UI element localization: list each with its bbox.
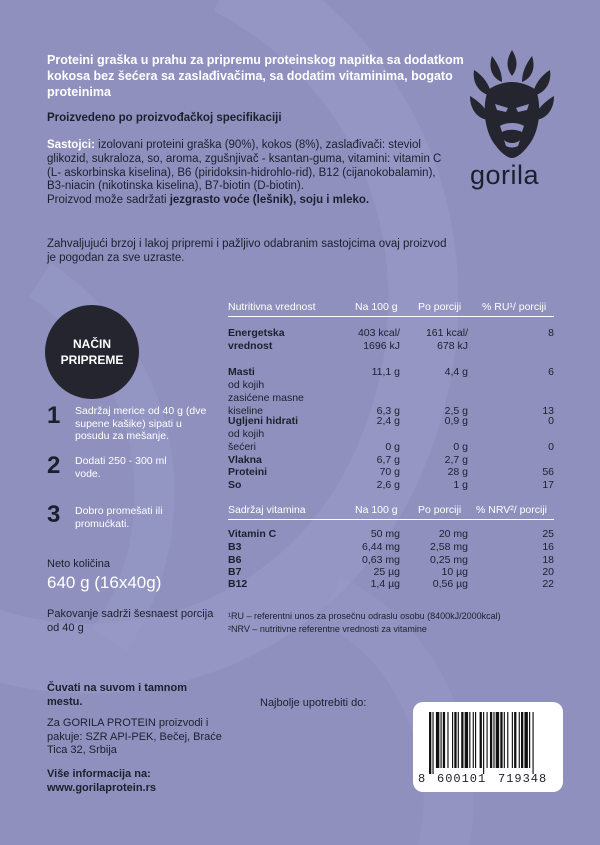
sat-ru: 13 <box>542 405 554 417</box>
carbs-ru: 0 <box>548 415 554 427</box>
nutrition-header-portion: Po porciji <box>418 301 462 313</box>
vitamin-header-portion: Po porciji <box>418 504 462 516</box>
salt-per100: 2,6 g <box>376 479 400 491</box>
barcode-bar <box>454 712 456 768</box>
specification-note: Proizvedeno po proizvođačkoj specifikaciji <box>47 112 282 124</box>
ingredients-text: izolovani proteini graška (90%), kokos (8%), zaslađivači: steviol glikozid, sukraloza, so, aroma, zgušnjivač - ksantan-guma, vitamini: vitamin C (L- askorbinska kiselina), B6 (piridoksin-hidrohlo-rid), B12 (cijanokobalamin), B3-niacin (nikotinska kiselina), B7-biotin (D-biotin). <box>47 139 442 193</box>
energy-name-l2: vrednost <box>228 340 273 352</box>
barcode-digits-left: 600101 <box>437 772 487 786</box>
salt-portion: 1 g <box>453 479 468 491</box>
sat-per100: 6,3 g <box>376 405 400 417</box>
protein-portion: 28 g <box>447 466 468 478</box>
sugars-ru: 0 <box>548 441 554 453</box>
barcode-bar <box>496 712 499 768</box>
sat-sub2: zasićene masne <box>228 392 304 404</box>
vitamin-row-nrv: 20 <box>542 566 554 578</box>
vitamin-row-per100: 1,4 µg <box>370 578 400 590</box>
ingredients-label: Sastojci: <box>47 139 95 151</box>
carbs-portion: 0,9 g <box>444 415 468 427</box>
vitamin-row-name: B6 <box>228 554 242 566</box>
vitamin-row-nrv: 16 <box>542 541 554 553</box>
brand-name: gorila <box>470 160 540 190</box>
preparation-badge <box>45 305 139 399</box>
step-3-number: 3 <box>47 501 61 528</box>
barcode-bar <box>441 712 442 768</box>
sat-sub1: od kojih <box>228 379 265 391</box>
barcode-bar <box>458 712 459 768</box>
more-info-label: Više informacija na: <box>47 768 151 780</box>
vitamin-row-nrv: 22 <box>542 578 554 590</box>
nutrition-header-per100: Na 100 g <box>355 301 398 313</box>
barcode-digit-first: 8 <box>418 772 426 786</box>
package-contents: Pakovanje sadrži šesnaest porcija od 40 g <box>47 608 214 634</box>
vitamin-row-portion: 10 µg <box>441 566 468 578</box>
vitamin-row-portion: 0,56 µg <box>432 578 468 590</box>
fat-name: Masti <box>228 366 255 378</box>
barcode-bar <box>519 712 520 768</box>
barcode-bar <box>524 712 527 768</box>
energy-ru: 8 <box>548 327 554 339</box>
barcode-bar <box>490 712 492 768</box>
nutrition-header-name: Nutritivna vrednost <box>228 301 316 313</box>
suitability-text: Zahvaljujući brzoj i lakoj pripremi i pažljivo odabranim sastojcima ovaj proizvod je pogodan za sve uzraste. <box>47 238 447 264</box>
allergens-text: jezgrasto voće (lešnik), soju i mleko. <box>169 194 370 207</box>
vitamin-row-name: B7 <box>228 566 242 578</box>
barcode-bar <box>521 712 523 768</box>
fiber-portion: 2,7 g <box>444 454 468 466</box>
vitamin-row-name: B12 <box>228 578 248 590</box>
protein-ru: 56 <box>542 466 554 478</box>
sugars-name: šećeri <box>228 441 257 453</box>
barcode-bar <box>493 712 494 768</box>
net-quantity-value: 640 g (16x40g) <box>47 573 162 592</box>
barcode-bar <box>452 712 453 768</box>
barcode-bar <box>473 712 474 768</box>
vitamin-header-name: Sadržaj vitamina <box>228 504 306 516</box>
barcode-digits-right: 719348 <box>498 772 548 786</box>
step-3-text: Dobro promešati ili promućkati. <box>75 505 163 530</box>
barcode-bar <box>429 712 431 774</box>
step-1-text: Sadržaj merice od 40 g (dve supene kašike) sipati u posudu za mešanje. <box>75 405 207 442</box>
sugars-sub1: od kojih <box>228 428 265 440</box>
barcode-bar <box>475 712 476 768</box>
fiber-name: Vlakna <box>228 454 262 466</box>
producer-info: Za GORILA PROTEIN proizvodi i pakuje: SZR API-PEK, Bečej, Braće Tica 32, Srbija <box>47 717 222 756</box>
vitamin-row-nrv: 25 <box>542 528 554 540</box>
vitamin-header-nrv: % NRV²/ porciji <box>476 504 547 516</box>
step-1-number: 1 <box>47 402 61 429</box>
footnote-ru: ¹RU – referentni unos za prosečnu odraslu osobu (8400kJ/2000kcal) <box>228 611 501 621</box>
sat-name: kiseline <box>228 405 264 417</box>
net-quantity-label: Neto količina <box>47 558 110 570</box>
fat-ru: 6 <box>548 366 554 378</box>
vitamin-row-per100: 6,44 mg <box>362 541 400 553</box>
nutrition-header-ru: % RU¹/ porciji <box>482 301 547 313</box>
vitamin-row-portion: 0,25 mg <box>430 554 468 566</box>
vitamin-row-per100: 50 mg <box>370 528 400 540</box>
vitamin-row-per100: 0,63 mg <box>362 554 400 566</box>
product-title: Proteini graška u prahu za pripremu proteinskog napitka sa dodatkom kokosa bez šećera sa zaslađivačima, sa dodatim vitaminima, bogato proteinima <box>47 53 464 99</box>
barcode-bar <box>480 712 482 768</box>
fat-portion: 4,4 g <box>444 366 468 378</box>
energy-portion-l1: 161 kcal/ <box>425 327 468 339</box>
barcode-bar <box>469 712 470 768</box>
energy-portion-l2: 678 kJ <box>437 340 468 352</box>
protein-name: Proteini <box>228 466 268 478</box>
gorilla-head-icon <box>462 46 562 161</box>
barcode-bar <box>483 712 484 774</box>
barcode-bar <box>465 712 468 768</box>
salt-name: So <box>228 479 242 491</box>
ingredients-block <box>47 139 447 208</box>
may-contain-prefix: Proizvod može sadržati <box>47 194 170 207</box>
vitamin-row-portion: 2,58 mg <box>430 541 468 553</box>
sugars-per100: 0 g <box>385 441 400 453</box>
step-2-text: Dodati 250 - 300 ml vode. <box>75 455 167 480</box>
barcode-bar <box>461 712 463 768</box>
energy-per100-l1: 403 kcal/ <box>357 327 400 339</box>
footnote-nrv: ²NRV – nutritivne referentne vrednosti za vitamine <box>228 624 427 634</box>
website-link[interactable]: www.gorilaprotein.rs <box>47 781 156 794</box>
barcode-bar <box>436 712 439 768</box>
preparation-badge-line1: NAČIN <box>73 337 111 351</box>
barcode-bar <box>432 712 433 774</box>
vitamin-row-portion: 20 mg <box>438 528 468 540</box>
preparation-badge-line2: PRIPREME <box>60 353 124 367</box>
fiber-per100: 6,7 g <box>376 454 400 466</box>
carbs-name: Ugljeni hidrati <box>228 415 299 427</box>
barcode-bar <box>500 712 502 768</box>
step-2-number: 2 <box>47 452 61 479</box>
sugars-portion: 0 g <box>453 441 468 453</box>
fat-per100: 11,1 g <box>371 366 400 378</box>
vitamin-row-per100: 25 µg <box>373 566 400 578</box>
sat-portion: 2,5 g <box>444 405 468 417</box>
barcode-bar <box>443 712 445 768</box>
barcode-panel <box>413 702 563 792</box>
barcode-bar <box>507 712 508 768</box>
protein-per100: 70 g <box>379 466 400 478</box>
barcode-bar <box>504 712 505 768</box>
barcode-bar <box>514 712 516 768</box>
energy-per100-l2: 1696 kJ <box>363 340 400 352</box>
vitamin-row-name: B3 <box>228 541 242 553</box>
storage-instructions: Čuvati na suvom i tamnom mestu. <box>47 682 187 708</box>
carbs-per100: 2,4 g <box>376 415 400 427</box>
barcode-bar <box>487 712 488 768</box>
more-info <box>47 768 237 795</box>
barcode-bar <box>529 712 530 768</box>
salt-ru: 17 <box>542 479 554 491</box>
vitamin-header-per100: Na 100 g <box>355 504 398 516</box>
nutrition-header-rule <box>228 316 554 317</box>
barcode-bar <box>447 712 448 768</box>
barcode-bar <box>533 712 534 774</box>
vitamin-row-name: Vitamin C <box>228 528 277 540</box>
vitamin-row-nrv: 18 <box>542 554 554 566</box>
vitamin-header-rule <box>228 519 554 520</box>
best-before-label: Najbolje upotrebiti do: <box>260 697 367 709</box>
energy-name-l1: Energetska <box>228 327 285 339</box>
barcode-bar <box>512 712 513 768</box>
